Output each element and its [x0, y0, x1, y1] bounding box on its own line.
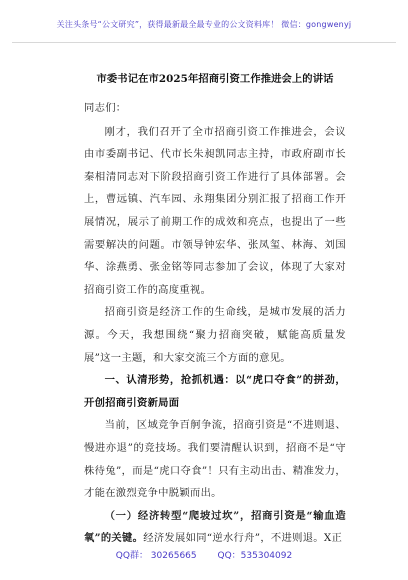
document-body [84, 70, 346, 550]
subsection-heading: （一）经济转型“爬坡过坎”，招商引资是“输血造氧”的关键。 [84, 509, 346, 545]
subsection-paragraph [84, 505, 346, 550]
paragraph-intro: 刚才，我们召开了全市招商引资工作推进会，会议由市委副书记、代市长朱昶凯同志主持，市政府副市长秦相清同志对下阶段招商引资工作进行了具体部署。会上，曹远镇、汽车园、永翔集团分别汇报了招商工作开展情况，展示了前期工作的成效和亮点，也提出了一些需要解决的问题。市领导钟宏华、张凤玺、林海、刘国华、涂燕勇、张金铭等同志参加了会议，体现了大家对招商引资工作的高度重视。 [84, 125, 346, 296]
subsection-text: 经济发展如同“逆水行舟”，不进则退。X正 [143, 532, 343, 545]
header-divider [12, 42, 396, 43]
qq-group: QQ群： 30265665 [115, 551, 197, 561]
qq-number: QQ：535304092 [217, 551, 293, 561]
paragraph-theme: 招商引资是经济工作的生命线，是城市发展的活力源。今天，我想围绕“聚力招商突破，赋能高质量发展”这一主题，和大家交流三个方面的意见。 [84, 306, 346, 364]
promo-banner: 关注头条号“公文研究”，获得最新最全最专业的公文资料库！ 微信：gongwenyj [56, 20, 352, 29]
page-footer [0, 548, 408, 561]
section-heading: 一、认清形势，抢抓机遇：以“虎口夺食”的拼劲，开创招商引资新局面 [84, 374, 346, 409]
salutation: 同志们： [84, 102, 127, 114]
section-paragraph: 当前，区域竞争百舸争流，招商引资是“不进则退、慢进亦退”的竞技场。我们要清醒认识到，招商不是“守株待兔”，而是“虎口夺食”！只有主动出击、精准发力，才能在激烈竞争中脱颖而出。 [84, 419, 346, 500]
document-title: 市委书记在市2025年招商引资工作推进会上的讲话 [96, 73, 334, 85]
page-header [0, 0, 408, 44]
